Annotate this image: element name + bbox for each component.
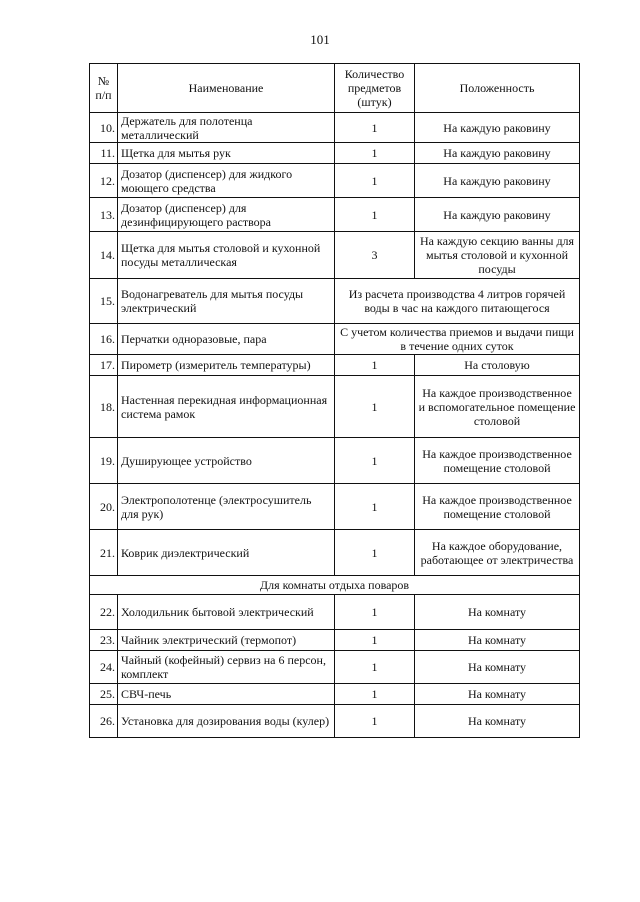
table-row (90, 630, 580, 651)
header-name: Наименование (118, 64, 335, 113)
row-norm: На комнату (415, 651, 580, 684)
row-number: 14. (90, 232, 118, 279)
table-row (90, 143, 580, 164)
row-norm: На каждую раковину (415, 164, 580, 198)
row-name: Установка для дозирования воды (кулер) (118, 705, 335, 738)
row-norm: На каждую раковину (415, 198, 580, 232)
row-norm: На каждое оборудование, работающее от электричества (415, 530, 580, 576)
table-row (90, 324, 580, 355)
row-name: Дозатор (диспенсер) для жидкого моющего средства (118, 164, 335, 198)
header-num: № п/п (90, 64, 118, 113)
row-norm: На каждую раковину (415, 113, 580, 143)
page-number: 101 (310, 32, 330, 47)
table-row (90, 484, 580, 530)
row-qty: 1 (335, 630, 415, 651)
row-qty: 1 (335, 198, 415, 232)
row-merged-note: С учетом количества приемов и выдачи пищи в течение одних суток (335, 324, 580, 355)
row-qty: 1 (335, 684, 415, 705)
table-row (90, 595, 580, 630)
table-row (90, 164, 580, 198)
row-merged-note: Из расчета производства 4 литров горячей воды в час на каждого питающегося (335, 279, 580, 324)
row-name: Чайник электрический (термопот) (118, 630, 335, 651)
row-qty: 1 (335, 376, 415, 438)
row-qty: 1 (335, 651, 415, 684)
row-number: 19. (90, 438, 118, 484)
table-row (90, 684, 580, 705)
row-number: 20. (90, 484, 118, 530)
row-qty: 1 (335, 164, 415, 198)
row-number: 10. (90, 113, 118, 143)
row-qty: 1 (335, 438, 415, 484)
row-number: 11. (90, 143, 118, 164)
row-qty: 1 (335, 113, 415, 143)
row-number: 25. (90, 684, 118, 705)
row-norm: На комнату (415, 630, 580, 651)
row-name: Водонагреватель для мытья посуды электрический (118, 279, 335, 324)
table-row (90, 355, 580, 376)
table-row (90, 651, 580, 684)
row-number: 12. (90, 164, 118, 198)
row-norm: На столовую (415, 355, 580, 376)
row-number: 23. (90, 630, 118, 651)
row-name: Душирующее устройство (118, 438, 335, 484)
row-number: 21. (90, 530, 118, 576)
row-qty: 3 (335, 232, 415, 279)
section-title: Для комнаты отдыха поваров (90, 576, 580, 595)
row-name: Чайный (кофейный) сервиз на 6 персон, комплект (118, 651, 335, 684)
header-qty: Количество предметов (штук) (335, 64, 415, 113)
table-row (90, 113, 580, 143)
table-row (90, 376, 580, 438)
row-number: 18. (90, 376, 118, 438)
row-name: Щетка для мытья столовой и кухонной посуды металлическая (118, 232, 335, 279)
row-name: Перчатки одноразовые, пара (118, 324, 335, 355)
table-row (90, 279, 580, 324)
row-qty: 1 (335, 143, 415, 164)
table-row (90, 198, 580, 232)
row-name: Холодильник бытовой электрический (118, 595, 335, 630)
header-row (90, 64, 580, 113)
row-norm: На комнату (415, 705, 580, 738)
row-norm: На комнату (415, 684, 580, 705)
row-number: 16. (90, 324, 118, 355)
row-name: Электрополотенце (электросушитель для рук) (118, 484, 335, 530)
table-row (90, 438, 580, 484)
row-name: СВЧ-печь (118, 684, 335, 705)
row-qty: 1 (335, 530, 415, 576)
row-norm: На каждую раковину (415, 143, 580, 164)
row-norm: На каждое производственное и вспомогательное помещение столовой (415, 376, 580, 438)
row-number: 24. (90, 651, 118, 684)
row-name: Щетка для мытья рук (118, 143, 335, 164)
row-number: 13. (90, 198, 118, 232)
row-name: Держатель для полотенца металлический (118, 113, 335, 143)
row-qty: 1 (335, 355, 415, 376)
row-name: Коврик диэлектрический (118, 530, 335, 576)
row-name: Дозатор (диспенсер) для дезинфицирующего раствора (118, 198, 335, 232)
row-norm: На комнату (415, 595, 580, 630)
row-qty: 1 (335, 484, 415, 530)
row-number: 17. (90, 355, 118, 376)
row-norm: На каждую секцию ванны для мытья столовой и кухонной посуды (415, 232, 580, 279)
row-name: Пирометр (измеритель температуры) (118, 355, 335, 376)
row-number: 26. (90, 705, 118, 738)
table-row (90, 232, 580, 279)
row-qty: 1 (335, 705, 415, 738)
row-norm: На каждое производственное помещение столовой (415, 484, 580, 530)
table-row (90, 530, 580, 576)
row-name: Настенная перекидная информационная система рамок (118, 376, 335, 438)
equipment-table (89, 63, 580, 738)
row-norm: На каждое производственное помещение столовой (415, 438, 580, 484)
row-qty: 1 (335, 595, 415, 630)
header-norm: Положенность (415, 64, 580, 113)
table-row (90, 705, 580, 738)
section-heading-row (90, 576, 580, 595)
row-number: 22. (90, 595, 118, 630)
row-number: 15. (90, 279, 118, 324)
